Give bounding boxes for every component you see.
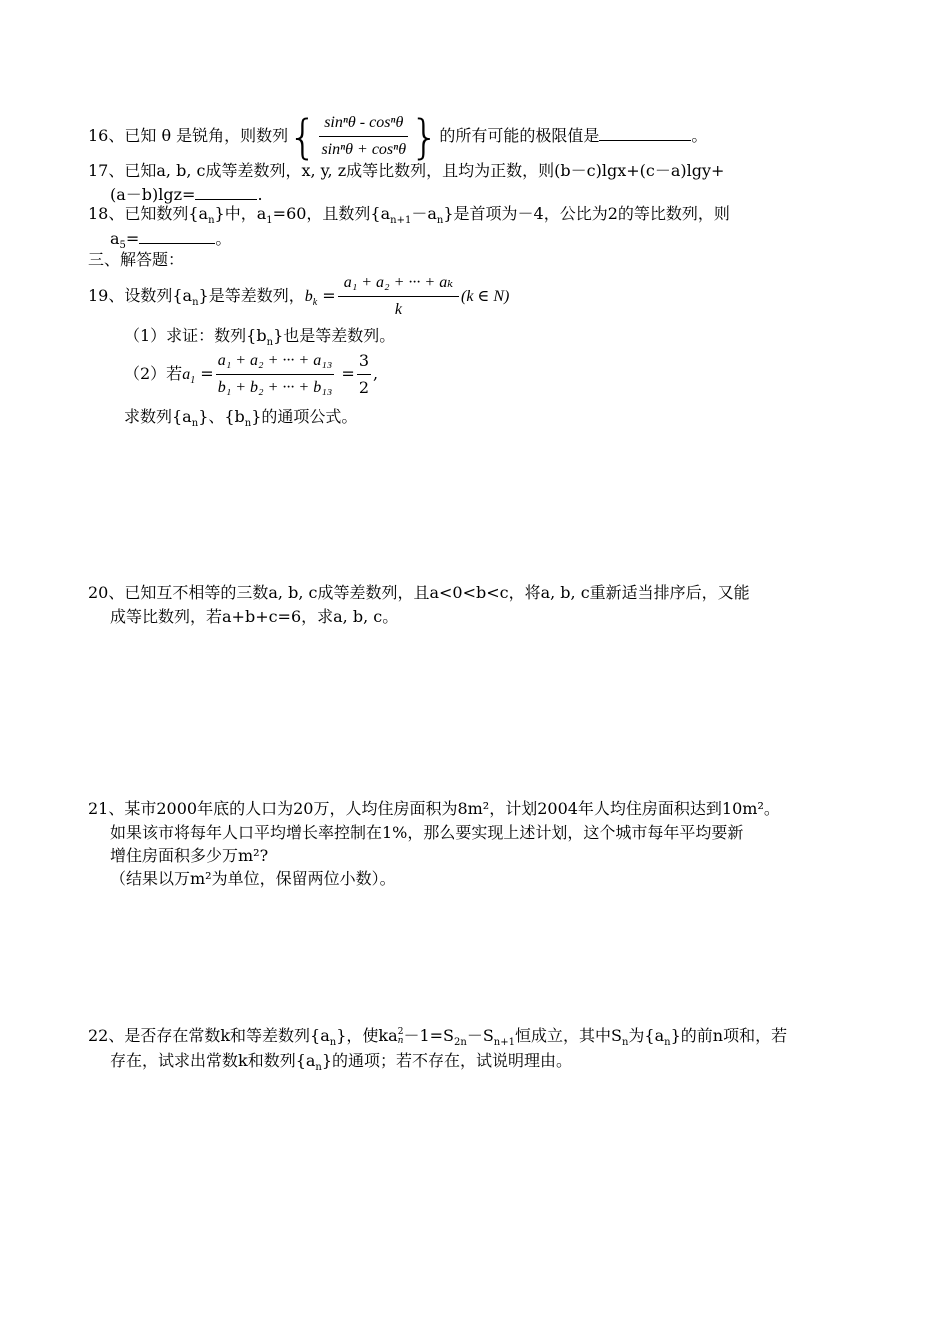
- q19-part2: [124, 350, 378, 399]
- question-17-line1: 17、已知a, b, c成等差数列，x, y, z成等比数列，且均为正数，则(b－c)lgx+(c－a)lgy+: [88, 161, 725, 180]
- q19-part3: [124, 406, 357, 435]
- section-heading: 三、解答题：: [88, 250, 185, 269]
- sub-n: n: [266, 337, 274, 349]
- q19-text-a: 19、设数列{a: [88, 286, 193, 305]
- q22-text-d: －S: [466, 1026, 494, 1045]
- q18-text-a: 18、已知数列{a: [88, 204, 209, 223]
- q16-suffix: 的所有可能的极限值是: [439, 126, 600, 145]
- sub-n: n: [436, 215, 444, 227]
- sub-n1: n+1: [390, 215, 412, 227]
- q17-end: .: [257, 185, 263, 204]
- q17-answer-blank[interactable]: [195, 183, 257, 200]
- comma: ,: [373, 364, 379, 383]
- q18-text-c: =60，且数列{a: [272, 204, 391, 223]
- left-brace: {: [288, 109, 318, 164]
- question-21-line3: 增住房面积多少万m²?: [110, 846, 269, 865]
- question-19-intro: [88, 272, 509, 321]
- sub-n: n: [621, 1037, 629, 1049]
- q19-part2-label: （2）若: [124, 364, 183, 383]
- sub-n: n: [192, 297, 199, 309]
- q19-part1-text-b: }也是等差数列。: [273, 326, 396, 345]
- q19-text-b: }是等差数列，: [198, 286, 305, 305]
- question-22-line2: [110, 1050, 572, 1079]
- equals: =: [336, 364, 355, 383]
- q22-text-f: 为{a: [628, 1026, 665, 1045]
- sub-1: 1: [190, 375, 196, 387]
- question-20-line2: 成等比数列，若a+b+c=6，求a, b, c。: [110, 607, 399, 626]
- sub-2n: 2n: [454, 1037, 467, 1049]
- q18-eq: =: [125, 229, 140, 248]
- q16-denominator: sinⁿθ + cosⁿθ: [321, 141, 407, 158]
- three-halves-den: 2: [358, 378, 370, 397]
- equals: =: [317, 286, 336, 305]
- q22-text-e: 恒成立，其中S: [514, 1026, 622, 1045]
- sub-k: k: [312, 297, 318, 309]
- question-21-line2: 如果该市将每年人口平均增长率控制在1%，那么要实现上述计划，这个城市每年平均要新: [110, 823, 744, 842]
- q18-answer-blank[interactable]: [139, 227, 215, 244]
- a-1: $a_1$: [182, 366, 196, 387]
- sub-n1: n+1: [493, 1037, 515, 1049]
- q16-answer-blank[interactable]: [599, 124, 691, 141]
- q18-text-e: }是首项为－4，公比为2的等比数列，则: [443, 204, 730, 223]
- q16-end: 。: [691, 126, 708, 145]
- equals: =: [195, 364, 214, 383]
- q22-text-h: 存在，试求出常数k和数列{a: [110, 1051, 316, 1070]
- q17-line2-text: (a－b)lgz=: [110, 185, 196, 204]
- q19-part1-text-a: （1）求证：数列{b: [124, 326, 267, 345]
- sub-n: n: [397, 1035, 404, 1046]
- q19-part3-text-c: }的通项公式。: [251, 407, 358, 426]
- bk-fraction: [338, 272, 459, 321]
- q18-end: 。: [215, 229, 232, 248]
- q22-text-i: }的通项；若不存在，试说明理由。: [321, 1051, 573, 1070]
- ratio-fraction: [216, 350, 335, 399]
- q22-text-g: }的前n项和，若: [670, 1026, 788, 1045]
- q16-prefix: 16、已知 θ 是锐角，则数列: [88, 126, 289, 145]
- q19-part3-text-b: }、{b: [198, 407, 245, 426]
- q18-text-d: －a: [411, 204, 437, 223]
- sup-2: 2: [397, 1026, 404, 1037]
- bk-domain: (k ∈ N): [461, 288, 510, 305]
- q22-text-b: }，使ka: [336, 1026, 398, 1045]
- question-20-line1: 20、已知互不相等的三数a, b, c成等差数列，且a<0<b<c，将a, b, c重新适当排序后，又能: [88, 583, 750, 602]
- b-k: $b_k$: [304, 288, 318, 309]
- three-halves-num: 3: [357, 350, 371, 375]
- right-brace: }: [410, 109, 440, 164]
- bk-numerator: a₁ + a₂ + ··· + aₖ: [338, 272, 459, 297]
- sub-n: n: [191, 418, 199, 430]
- q16-fraction: [319, 112, 408, 161]
- q22-text-a: 22、是否存在常数k和等差数列{a: [88, 1026, 330, 1045]
- q16-numerator: sinⁿθ - cosⁿθ: [319, 112, 408, 137]
- sub-1: 1: [266, 215, 273, 227]
- q22-text-c: －1=S: [403, 1026, 455, 1045]
- three-halves: [357, 350, 371, 399]
- sub-5: 5: [119, 240, 126, 252]
- question-16: [88, 109, 708, 164]
- question-21-line1: 21、某市2000年底的人口为20万，人均住房面积为8m²，计划2004年人均住房面积达到10m²。: [88, 799, 780, 818]
- q19-part3-text-a: 求数列{a: [124, 407, 192, 426]
- sub-n: n: [208, 215, 215, 227]
- question-21-line4: （结果以万m²为单位，保留两位小数）。: [110, 869, 396, 888]
- q18-a: a: [110, 229, 120, 248]
- ratio-numerator: a₁ + a₂ + ··· + a₁₃: [216, 350, 335, 375]
- bk-denominator: k: [394, 301, 402, 318]
- ratio-denominator: b₁ + b₂ + ··· + b₁₃: [217, 379, 333, 396]
- sub-n: n: [244, 418, 252, 430]
- q18-text-b: }中，a: [214, 204, 267, 223]
- sub-n: n: [664, 1037, 671, 1049]
- sub-n: n: [329, 1037, 337, 1049]
- sub-n: n: [315, 1062, 322, 1074]
